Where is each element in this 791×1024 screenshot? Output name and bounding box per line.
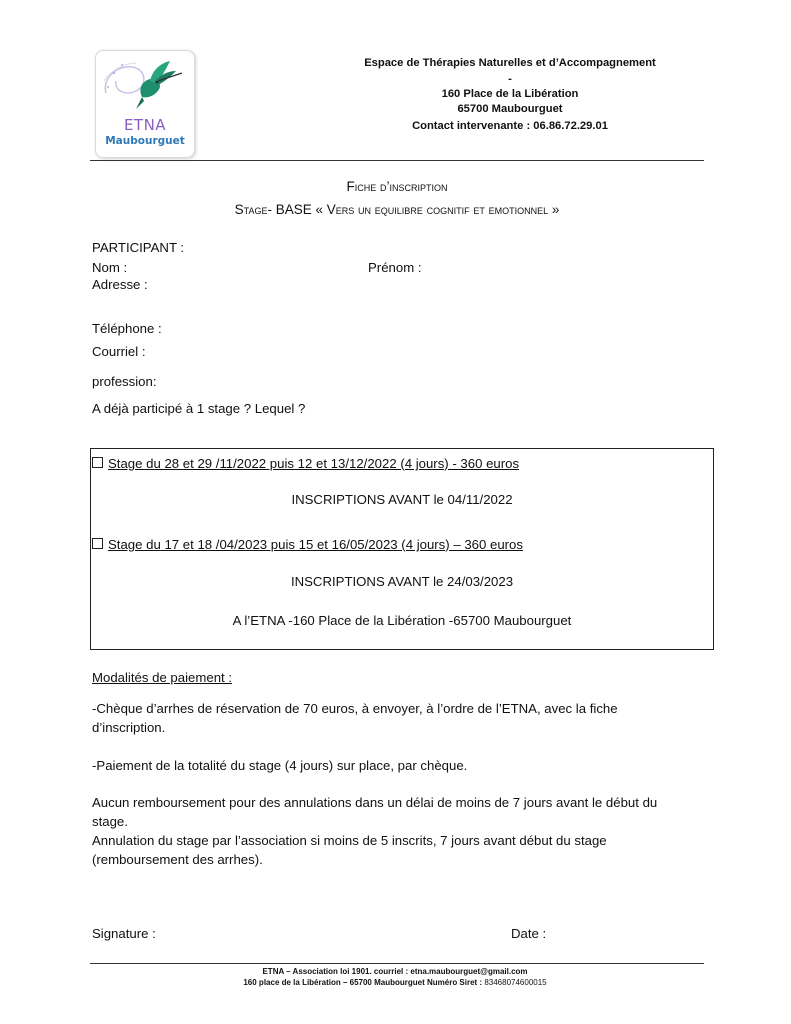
telephone-field: Téléphone : xyxy=(92,321,162,336)
checkbox-icon[interactable] xyxy=(92,538,103,549)
etna-logo xyxy=(95,50,195,158)
adresse-field: Adresse : xyxy=(92,277,148,292)
courriel-field: Courriel : xyxy=(92,344,146,359)
previous-stage-question: A déjà participé à 1 stage ? Lequel ? xyxy=(92,401,306,416)
signature-field: Signature : xyxy=(92,926,156,941)
profession-field: profession: xyxy=(92,374,157,389)
payment-cheque-line-2: d’inscription. xyxy=(92,720,166,735)
header-divider xyxy=(90,160,704,161)
stage-title-prefix: Stage- xyxy=(234,202,276,217)
header-line-1: Espace de Thérapies Naturelles et d’Accompagnement xyxy=(364,57,656,69)
refund-line-1: Aucun remboursement pour des annulations dans un délai de moins de 7 jours avant le début du xyxy=(92,795,658,810)
stage-option-1[interactable] xyxy=(92,456,519,472)
header-line-2: - xyxy=(508,73,512,85)
header-line-4: 65700 Maubourguet xyxy=(457,103,563,115)
hummingbird-logo-icon xyxy=(96,51,194,121)
refund-line-2: stage. xyxy=(92,814,128,829)
form-title: Fiche d’inscription xyxy=(346,179,448,194)
nom-field: Nom : xyxy=(92,260,128,275)
footer-siret: 83468074600015 xyxy=(484,978,547,987)
stage-title-rest: « Vers un equilibre cognitif et emotionnel » xyxy=(311,202,560,217)
stage-title-base: BASE xyxy=(275,202,312,217)
logo-city: Maubourguet xyxy=(105,135,185,147)
footer-line-2 xyxy=(160,978,630,988)
stage-location: A l’ETNA -160 Place de la Libération -65700 Maubourguet xyxy=(232,613,572,628)
header-line-3: 160 Place de la Libération xyxy=(441,88,579,100)
footer-line-1: ETNA – Association loi 1901. courriel : etna.maubourguet@gmail.com xyxy=(262,967,528,976)
footer-divider xyxy=(90,963,704,964)
cancel-line-2: (remboursement des arrhes). xyxy=(92,852,263,867)
checkbox-icon[interactable] xyxy=(92,457,103,468)
prenom-field: Prénom : xyxy=(368,260,422,275)
participant-heading: PARTICIPANT : xyxy=(92,240,185,255)
payment-cheque-line-1: -Chèque d’arrhes de réservation de 70 euros, à envoyer, à l’ordre de l’ETNA, avec la fiche xyxy=(92,701,618,716)
date-field: Date : xyxy=(511,926,547,941)
payment-total: -Paiement de la totalité du stage (4 jours) sur place, par chèque. xyxy=(92,758,468,773)
cancel-line-1: Annulation du stage par l’association si moins de 5 inscrits, 7 jours avant début du stage xyxy=(92,833,607,848)
logo-name: ETNA xyxy=(123,116,167,134)
stage-option-1-label: Stage du 28 et 29 /11/2022 puis 12 et 13/12/2022 (4 jours) - 360 euros xyxy=(108,456,520,471)
header-line-5: Contact intervenante : 06.86.72.29.01 xyxy=(412,120,608,132)
stage-option-2-label: Stage du 17 et 18 /04/2023 puis 15 et 16/05/2023 (4 jours) – 360 euros xyxy=(108,537,523,552)
stage-title xyxy=(90,202,704,218)
stage-1-deadline: INSCRIPTIONS AVANT le 04/11/2022 xyxy=(291,492,513,507)
footer-address: 160 place de la Libération – 65700 Maubourguet Numéro Siret : xyxy=(243,978,485,987)
payment-heading: Modalités de paiement : xyxy=(92,670,233,685)
stage-2-deadline: INSCRIPTIONS AVANT le 24/03/2023 xyxy=(290,574,514,589)
stage-option-2[interactable] xyxy=(92,537,523,553)
